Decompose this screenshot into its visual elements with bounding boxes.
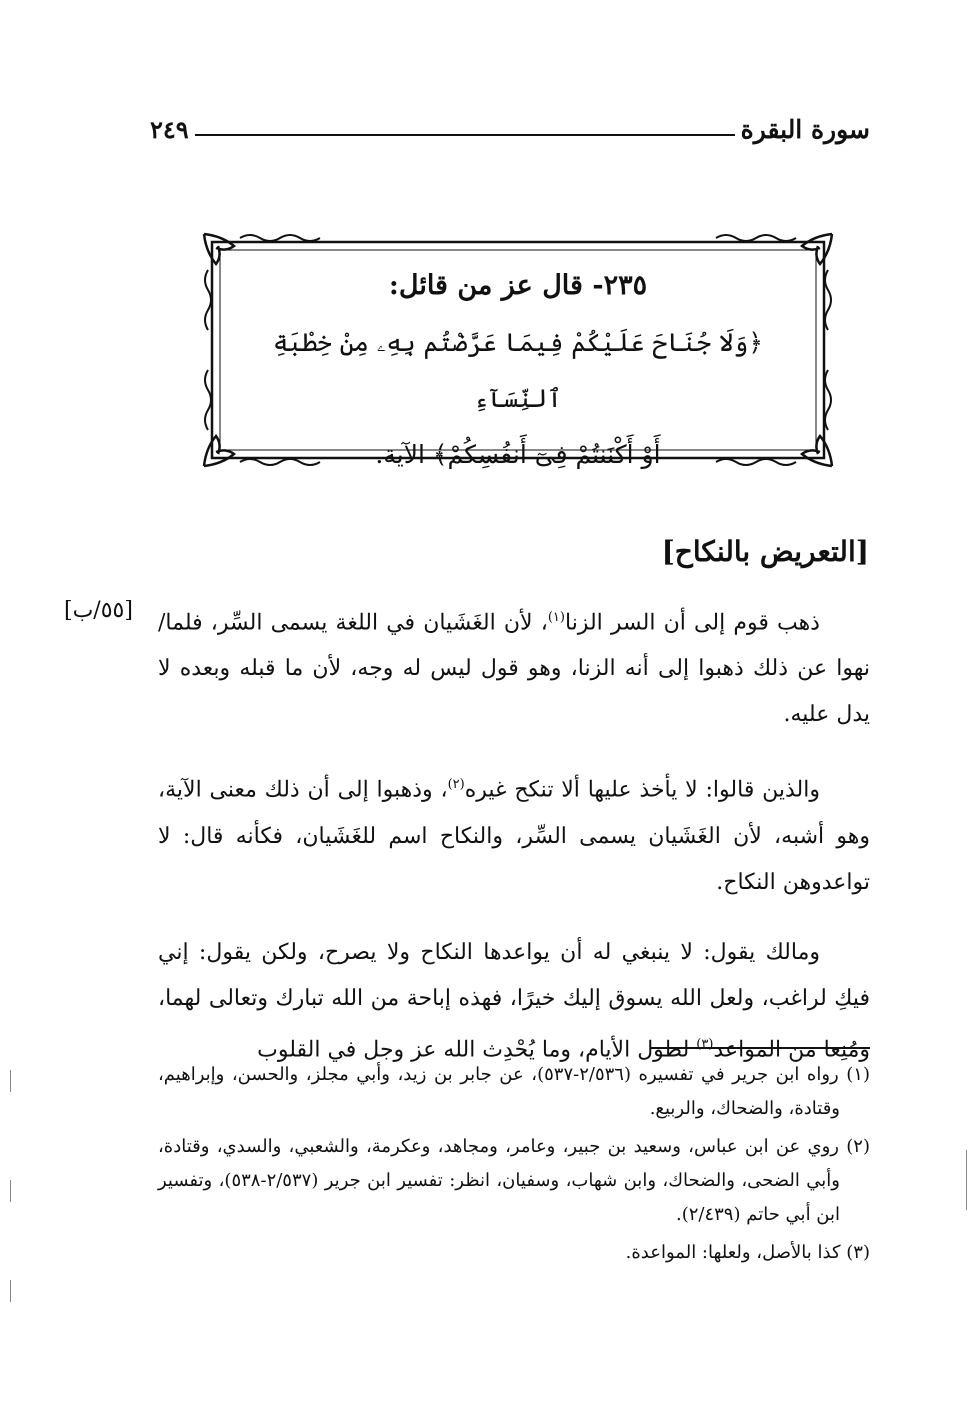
surah-name: سورة البقرة [740, 115, 870, 144]
footnotes [158, 1058, 870, 1274]
main-text [158, 595, 870, 1097]
running-header [150, 108, 870, 148]
paragraph-text: ، وذهبوا إلى أن ذلك معنى الآية، وهو أشبه، لأن الغَشَيان يسمى السِّر، والنكاح اسم للغَشَيان، فكأنه قال: لا تواعدوهن النكاح. [158, 777, 870, 895]
paragraph-text: والذين قالوا: لا يأخذ عليها ألا تنكح غيره [464, 777, 820, 803]
paragraph-text: ، لأن الغَشَيان في اللغة يسمى السِّر، فلما/ نهوا عن ذلك ذهبوا إلى أنه الزنا، وهو قول ليس له وجه، لأن ما قبله وبعده لا يدل عليه. [158, 610, 870, 728]
paragraph [158, 595, 870, 738]
footnote-text: روي عن ابن عباس، وسعيد بن جبير، وعامر، ومجاهد، وعكرمة، والشعبي، والسدي، وقتادة، وأبي الضحى، والضحاك، وابن شهاب، وسفيان، انظر: تفسير ابن جرير (٢/٥٣٧-٥٣٨)، وتفسير ابن أبي حاتم (٢/٤٣٩). [158, 1136, 840, 1225]
footnote-marker: (٣) [696, 1036, 714, 1052]
quote-box [200, 230, 836, 470]
footnote-marker: (١) [547, 610, 565, 625]
section-heading: [التعريض بالنكاح] [661, 535, 869, 568]
crop-mark [10, 1280, 11, 1302]
footnote-number: (١) [846, 1064, 870, 1085]
footnote [158, 1130, 870, 1232]
paragraph-text: ذهب قوم إلى أن السر الزنا [564, 610, 820, 636]
manuscript-folio-reference: [٥٥/ب] [64, 598, 133, 623]
footnote [158, 1236, 870, 1270]
quran-verse-line-2: أَوْ أَكْنَنتُمْ فِىٓ أَنفُسِكُمْ﴾ الآية. [375, 440, 661, 469]
verse-heading: ٢٣٥- قال عز من قائل: [388, 270, 648, 301]
paragraph [158, 762, 870, 905]
footnote [158, 1058, 870, 1126]
footnote-separator [650, 1047, 870, 1049]
footnote-text: رواه ابن جرير في تفسيره (٢/٥٣٦-٥٣٧)، عن جابر بن زيد، وأبي مجلز، والحسن، وإبراهيم، وقتادة، والضحاك، والربيع. [158, 1064, 840, 1119]
footnote-number: (٣) [846, 1242, 870, 1263]
paragraph-text: لطول الأيام، وما يُحْدِث الله عز وجل في القلوب [257, 1036, 697, 1062]
crop-mark [10, 1070, 11, 1092]
page-number: ٢٤٩ [150, 115, 189, 144]
header-rule [195, 134, 735, 136]
crop-mark [10, 1180, 11, 1202]
quran-verse-line-1: ﴿وَلَا جُنَاحَ عَلَيْكُمْ فِيمَا عَرَّضْتُم بِهِۦ مِنْ خِطْبَةِ ٱلنِّسَآءِ [273, 328, 763, 413]
footnote-number: (٢) [846, 1136, 870, 1157]
paragraph [158, 930, 870, 1073]
footnote-marker: (٢) [447, 777, 465, 793]
paragraph-text: ومالك يقول: لا ينبغي له أن يواعدها النكاح ولا يصرح، ولكن يقول: إني فيكِ لراغب، ولعل الله يسوق إليك خيرًا، فهذه إباحة من الله تبارك وتعالى لهما، ومُنِعا من المواعد [158, 939, 870, 1062]
crop-mark [966, 1150, 967, 1210]
footnote-text: كذا بالأصل، ولعلها: المواعدة. [625, 1242, 841, 1263]
